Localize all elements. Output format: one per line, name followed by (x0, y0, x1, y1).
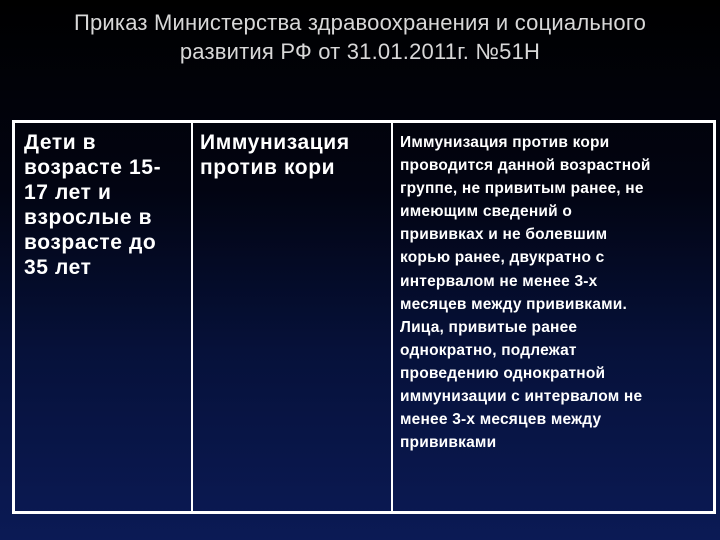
procedure-line: проводится данной возрастной (400, 157, 651, 175)
procedure-line: группе, не привитым ранее, не (400, 180, 644, 198)
vaccination-name-line: против кори (200, 156, 336, 179)
age-group-line: 17 лет и (24, 181, 112, 204)
vaccination-name-cell (191, 123, 391, 511)
age-group-line: 35 лет (24, 256, 92, 279)
procedure-line: менее 3-х месяцев между (400, 411, 602, 429)
procedure-line: проведению однократной (400, 364, 606, 382)
procedure-line: прививками (400, 434, 497, 452)
procedure-line: имеющим сведений о (400, 203, 573, 221)
procedure-line: прививках и не болевшим (400, 226, 608, 244)
immunization-table (12, 120, 716, 514)
age-group-line: Дети в (24, 131, 97, 154)
procedure-line: корью ранее, двукратно с (400, 249, 605, 267)
procedure-line: Иммунизация против кори (400, 134, 610, 151)
procedure-line: интервалом не менее 3-х (400, 272, 598, 290)
slide-title-line-2: развития РФ от 31.01.2011г. №51Н (179, 39, 541, 64)
procedure-line: месяцев между прививками. (400, 295, 627, 313)
age-group-line: возрасте 15- (24, 156, 162, 179)
procedure-line: иммунизации с интервалом не (400, 388, 643, 406)
vaccination-name-line: Иммунизация (200, 131, 350, 154)
procedure-line: однократно, подлежат (400, 341, 577, 359)
procedure-line: Лица, привитые ранее (400, 318, 578, 336)
slide-title (0, 8, 720, 66)
age-group-line: взрослые в (24, 206, 153, 229)
procedure-cell (391, 123, 713, 511)
age-group-line: возрасте до (24, 231, 157, 254)
slide-title-line-1: Приказ Министерства здравоохранения и социального (73, 10, 646, 35)
age-group-cell (15, 123, 191, 511)
